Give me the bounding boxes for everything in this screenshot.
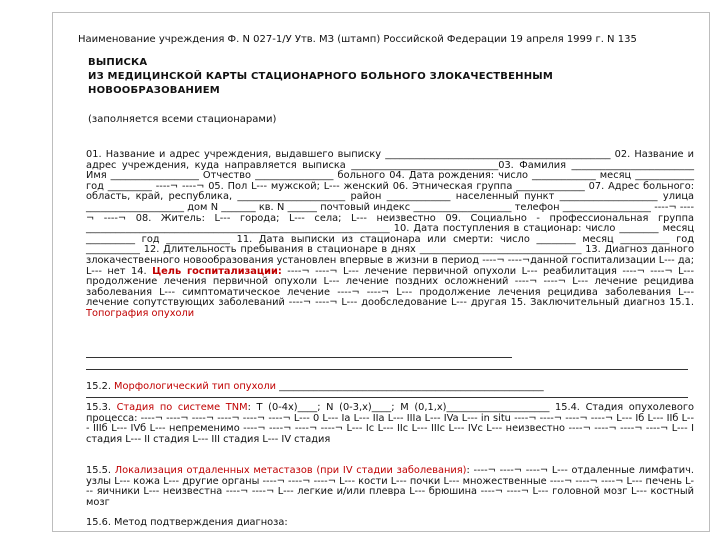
metastases-label: Локализация отдаленных метастазов (при IV стадии заболевания) <box>114 465 467 476</box>
s155-tail: : ----¬ ----¬ ----¬ L--- отдаленные лимфатич. узлы L--- кожа L--- другие органы ----¬ ----¬ ----¬ L--- кости L--- почки L--- множественные ----¬ ----¬ ----¬ L--- печень L--- яичники L--- неизвестна ----¬ ----¬ L--- легкие и/или плевра L--- брюшина ----¬ ----¬ L--- головной мозг L--- костный мозг <box>86 465 695 508</box>
purpose-label: Цель госпитализации: <box>152 265 282 277</box>
section-15-6: 15.6. Метод подтверждения диагноза: <box>86 517 288 528</box>
section-15-5 <box>86 466 694 508</box>
topography-line-1 <box>86 357 512 358</box>
morphology-label: Морфологический тип опухоли <box>114 381 277 392</box>
tnm-label: Стадия по системе TNM <box>116 402 248 413</box>
s153-tail: : T (0-4x)____; N (0-3,x)____; M (0,1,x)_____________________ 15.4. Стадия опухолевого процесса: ----¬ ----¬ ----¬ ----¬ ----¬ ----¬ L--- 0 L--- Ia L--- IIa L--- IIIa L--- IVa L--- in situ ----¬ ----¬ ----¬ ----¬ L--- Iб L--- IIб L--- IIIб L--- IVб L--- непременимо ----¬ ----¬ ----¬ ----¬ L--- Ic L--- IIc L--- IIIc L--- IVc L--- неизвестно ----¬ ----¬ ----¬ ----¬ L--- I стадия L--- II стадия L--- III стадия L--- IV стадия <box>86 402 694 445</box>
title-line-1: ВЫПИСКА <box>88 57 148 68</box>
purpose-options: ----¬ ----¬ L--- лечение первичной опухоли L--- реабилитация ----¬ ----¬ L--- продолжение лечения первичной опухоли L--- лечение поздних осложнений ----¬ ----¬ L--- лечение рецидива заболевания L--- симптоматическое лечение ----¬ ----¬ L--- продолжение лечения рецидива заболевания L--- лечение сопутствующих заболеваний ----¬ ----¬ L--- дообследование L--- другая 15. Заключительный диагноз 15.1. <box>86 265 694 309</box>
form-header: Наименование учреждения Ф. N 027-1/У Утв. МЗ (штамп) Российской Федерации 19 апреля 1999 г. N 135 <box>78 34 637 45</box>
fill-note: (заполняется всеми стационарами) <box>88 114 277 125</box>
form-body <box>86 150 694 320</box>
topography-label: Топография опухоли <box>86 307 195 319</box>
fields-text: 01. Название и адрес учреждения, выдавшего выписку ______________________________________________ 02. Название и адрес учреждения, куда направляется выписка ______________________________03. Фамилия _________________________ Имя __________________ Отчество ________________ больного 04. Дата рождения: число _____________ месяц ____________ год _________ ----¬ ----¬ 05. Пол L--- мужской; L--- женский 06. Этническая группа ______________ 07. Адрес больного: область, край, республика, ______________________ район _____________ населенный пункт ____________________ улица ____________________ дом N _______ кв. N ______ почтовый индекс ____________________ телефон __________________ ----¬ ----¬ ----¬ 08. Житель: L--- города; L--- села; L--- неизвестно 09. Социально - профессиональная группа ______________________________________________________________ 10. Дата поступления в стационар: число ________ месяц __________ год _____________ 11. Дата выписки из стационара или смерти: число ________ месяц __________ год ___________ 12. Длительность пребывания в стационаре в днях _________________________________ 13. Диагноз данного злокачественного новообразования установлен впервые в жизни в период ----¬ ----¬данной госпитализации L--- да; L--- нет 14. <box>86 149 694 277</box>
s152-tail: ______________________________________________________ <box>276 381 544 392</box>
document-title <box>88 56 628 98</box>
section-15-2 <box>86 382 694 393</box>
section-15-3 <box>86 403 694 445</box>
form-fields-paragraph <box>86 150 694 320</box>
s155-num: 15.5. <box>86 465 115 476</box>
title-line-2: ИЗ МЕДИЦИНСКОЙ КАРТЫ СТАЦИОНАРНОГО БОЛЬНОГО ЗЛОКАЧЕСТВЕННЫМ <box>88 71 553 82</box>
title-line-3: НОВООБРАЗОВАНИЕМ <box>88 85 220 96</box>
s153-num: 15.3. <box>86 402 117 413</box>
topography-line-2 <box>86 369 688 370</box>
s152-num: 15.2. <box>86 381 115 392</box>
morphology-line <box>86 397 688 398</box>
